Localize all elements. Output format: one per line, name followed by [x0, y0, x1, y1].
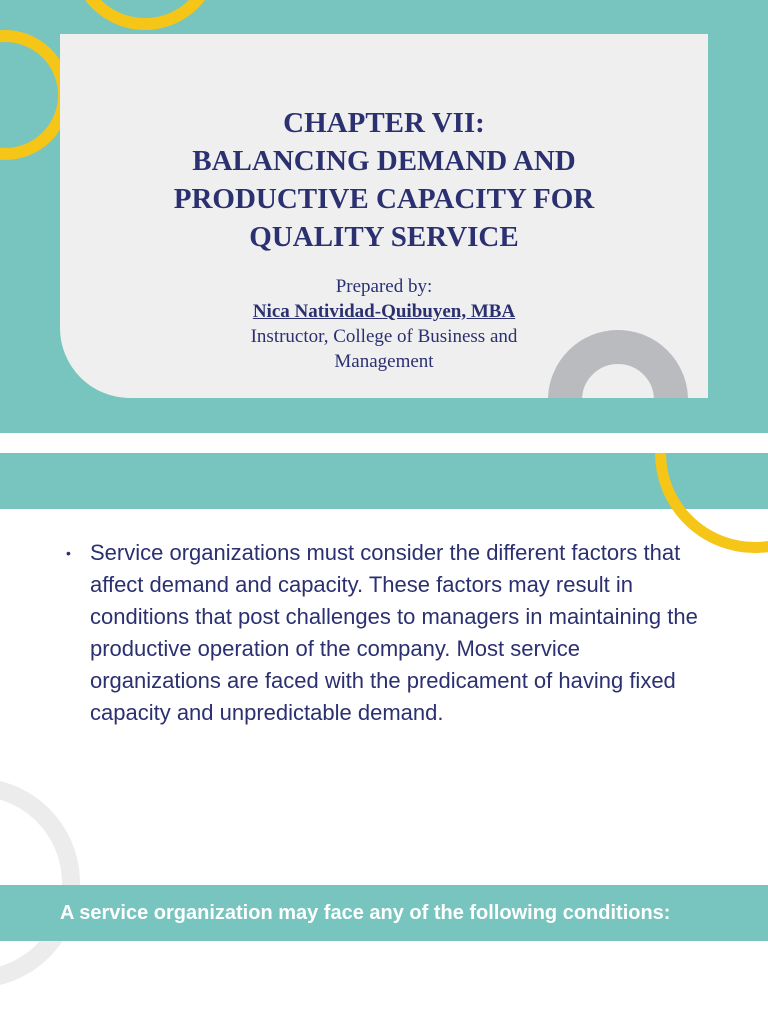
- bullet-text: Service organizations must consider the different factors that affect demand and capacity. These factors may result in conditions that post challenges to managers in maintaining the productive operation of the company. Most service organizations are faced with the predicament of having fixed capacity and unpredictable demand.: [90, 540, 698, 725]
- prepared-by-label: Prepared by:: [335, 276, 433, 297]
- conditions-heading: A service organization may face any of the following conditions:: [60, 902, 671, 924]
- chapter-title-line: QUALITY SERVICE: [249, 221, 519, 253]
- byline: [60, 274, 708, 374]
- author-role-line: Instructor, College of Business and: [250, 326, 518, 347]
- decorative-yellow-ring: [70, 0, 220, 30]
- chapter-title-line: CHAPTER VII:: [283, 107, 485, 139]
- title-slide: [0, 0, 768, 433]
- conditions-band: [0, 885, 768, 941]
- bullet-icon: •: [66, 545, 71, 561]
- chapter-title-line: BALANCING DEMAND AND: [192, 145, 576, 177]
- chapter-title: [60, 104, 708, 256]
- top-teal-band: [0, 453, 768, 509]
- content-slide: [0, 453, 768, 1024]
- author-role-line: Management: [334, 351, 434, 372]
- author-name: Nica Natividad-Quibuyen, MBA: [252, 301, 516, 322]
- title-card: [60, 34, 708, 398]
- chapter-title-line: PRODUCTIVE CAPACITY FOR: [173, 183, 595, 215]
- decorative-gray-arc: [0, 778, 80, 988]
